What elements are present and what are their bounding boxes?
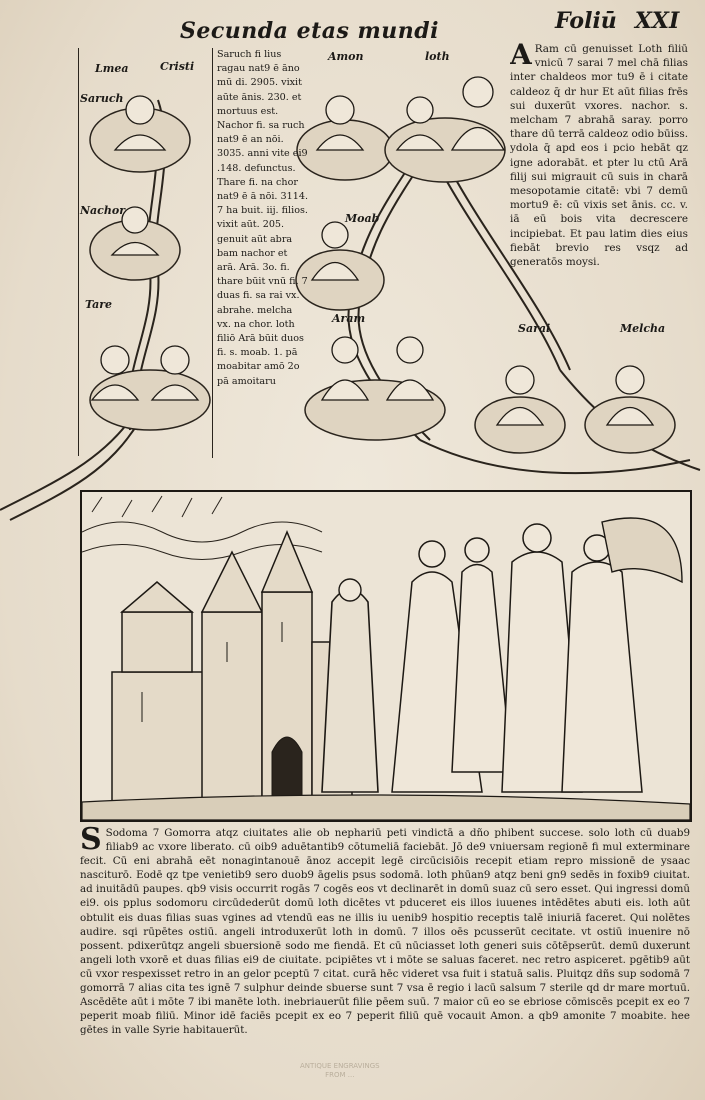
label-saruch: Saruch — [80, 92, 124, 105]
sodom-narrative-text — [80, 826, 690, 1056]
folio-label: Foliū — [555, 8, 617, 34]
intro-text: Ram cū genuisset Loth filiū vnicū 7 sarai 7 mel chā filias inter chaldeos mor tu9 ē i citate caldeoz q̄ dr hur Et aūt filias frēs sui duxerūt vxores. nachor. s. melcham 7 abrahā saray. porro thare dū terrā caldeoz odio būiss. ydola q̄ apd eos i pcio hebāt qz igne adorabāt. et pter lu ctū Arā filij sui migrauit cū suis in charā mesopotamie citatē: vbi 7 demū mortu9 ē: cū vixis set ānis. cc. v. iā eū bois vita decrescere incipiebat. Et pau latim dies eius fiebāt brevio res vsqz ad generatōs moysi. — [510, 43, 688, 269]
label-cristi: Cristi — [160, 60, 195, 73]
biography-text: Saruch fi lius ragau nat9 ē āno mū di. 2905. vixit aūte ānis. 230. et mortuus est. Nachor fi. sa ruch nat9 ē an nōi. 3035. anni vite ei9 .148. defunctus. Thare fi. na chor nat9 ē ā nōi. 3114. 7 ha buit. iij. filios. vixit aūt. 205. genuit aūt abra bam nachor et arā. Arā. 3o. fi. thare būit vnū fi. 7 duas fi. sa rai vx. abrahe. melcha vx. na chor. loth filiō Arā būit duos fi. s. moab. 1. pā moabitar amō 2o pā amoitaru — [217, 49, 308, 387]
page-header-title: Secunda etas mundi — [180, 18, 440, 44]
label-lmea: Lmea — [95, 62, 129, 75]
stamp-line-2: FROM ... — [325, 1071, 355, 1079]
narrative-dropcap: S — [80, 826, 102, 857]
label-sarai: Sarai — [518, 322, 551, 335]
sodom-woodcut-illustration — [80, 490, 692, 822]
label-moab: Moab — [345, 212, 380, 225]
label-loth: loth — [425, 50, 450, 63]
label-nachor: Nachor — [80, 204, 126, 217]
genealogy-frame-rule — [78, 48, 214, 456]
narrative-text: Sodoma 7 Gomorra atqz ciuitates alie ob nephariū peti vindictā a dño phibent succese. solo loth cū duab9 filiab9 ac vxore liberato. cū oib9 aduētantib9 cōtumeliā faciebāt. Jō de9 vniuersam regionē fi mul exterminare fecit. Cū eni abrahā eēt nonagintanouē ānoz accepit legē circūcisiōis recepit etiam repro missionē de ysaac nasciturō. Eodē qz tpe venietib9 sero duob9 āgelis psus sodomā. loth phūan9 atqz beni gn9 sedēs in foxib9 ciuitat. ad inuitādū paupes. qb9 visis occurrit rogās 7 cogēs eos vt declinarēt in domū suaz cū sero esset. Qui ingressi domū ei9. ois pplus sodomoru circūdederūt domū loth dicētes vt pduceret eis illos iuuenes intēdētes abuti eis. loth aūt obtulit eis duas filias suas vgines ad vtendū eas ne illis iu uenib9 hospitio receptis talē iniuriā faceret. Qui nolētes audire. sqi rūpētes ostiū. angeli introduxerūt loth in domū. 7 illos oēs pcusserūt cecitate. vt ostiū inuenire nō possent. pdixerūtqz angeli sbuersionē sodo me fiendā. Et cū nūciasset loth generi suis cōtēpserūt. demū duxerunt angeli loth vxorē et duas filias ei9 de ciuitate. pcipiētes vt i mōte se saluas faceret. nec retro aspiceret. pgētib9 aūt cū vxor respexisset retro in an gelor pceptū 7 citat. curā hēc videret vsa fuit i statuā salis. Pluitqz dñs sup sodomā 7 gomorrā 7 alias cita tes ignē 7 sulphur deinde sbuerse sunt 7 vsa ē regio i lacū salsum 7 sterile qd dr mare mortuū. Ascēdēte aūt i mōte 7 ibi manēte loth. inebriauerūt filie pēem suū. 7 maior cū eo se ebriose cōmiscēs pcepit ex eo 7 peperit moab filiū. Minor idē faciēs pcepit ex eo 7 peperit filiū quē vocauit Amon. a qb9 amonite 7 moabite. hee gētes in valle Syrie habitauerūt. — [80, 827, 690, 1037]
intro-text-column — [510, 42, 688, 302]
label-melcha: Melcha — [620, 322, 666, 335]
folio-number: XXI — [634, 8, 680, 34]
folio-header — [555, 8, 679, 34]
label-aram: Aram — [332, 312, 366, 325]
stamp-line-1: ANTIQUE ENGRAVINGS — [300, 1062, 380, 1070]
label-amon: Amon — [328, 50, 364, 63]
collector-stamp — [300, 1062, 380, 1080]
label-thare: Tare — [85, 298, 113, 311]
genealogy-biography-column — [212, 48, 309, 458]
woodcut-scene — [82, 492, 690, 820]
intro-dropcap: A — [510, 42, 532, 71]
